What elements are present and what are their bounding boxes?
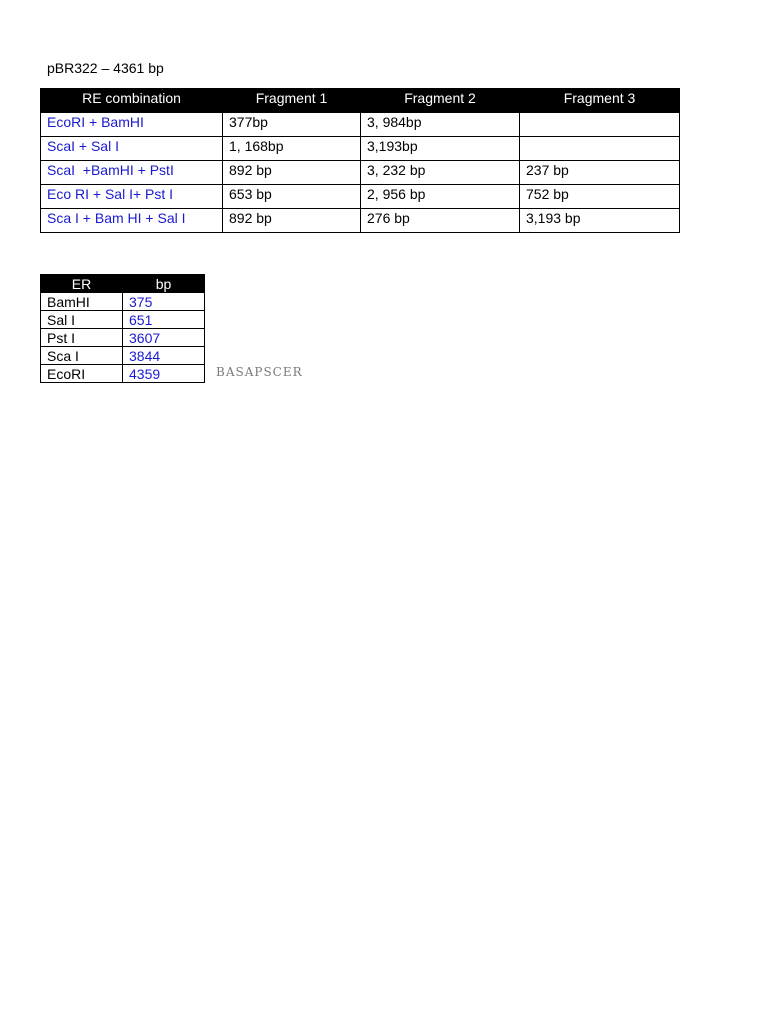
table-row (41, 365, 205, 383)
re-combination-cell: ScaI +BamHI + PstI (41, 161, 223, 185)
enzyme-name-cell: Sal I (41, 311, 123, 329)
column-header-fragment-3: Fragment 3 (520, 89, 680, 113)
column-header-fragment-1: Fragment 1 (223, 89, 361, 113)
site-position-cell: 3607 (123, 329, 205, 347)
fragment-1-cell: 892 bp (223, 161, 361, 185)
enzyme-name-cell: BamHI (41, 293, 123, 311)
fragment-1-cell: 892 bp (223, 209, 361, 233)
site-position-cell: 4359 (123, 365, 205, 383)
re-combination-cell: ScaI + Sal I (41, 137, 223, 161)
fragment-1-cell: 377bp (223, 113, 361, 137)
table-row (41, 185, 680, 209)
fragment-2-cell: 3, 232 bp (361, 161, 520, 185)
re-combination-cell: EcoRI + BamHI (41, 113, 223, 137)
fragment-3-cell (520, 137, 680, 161)
table-header-row (41, 275, 205, 293)
enzyme-site-table (40, 274, 205, 383)
table-row (41, 209, 680, 233)
table-header-row (41, 89, 680, 113)
fragment-3-cell (520, 113, 680, 137)
site-position-cell: 3844 (123, 347, 205, 365)
fragment-3-cell: 3,193 bp (520, 209, 680, 233)
fragment-2-cell: 3, 984bp (361, 113, 520, 137)
enzyme-name-cell: EcoRI (41, 365, 123, 383)
table-row (41, 293, 205, 311)
table-row (41, 311, 205, 329)
fragment-2-cell: 3,193bp (361, 137, 520, 161)
column-header-re-combination: RE combination (41, 89, 223, 113)
re-combination-cell: Eco RI + Sal I+ Pst I (41, 185, 223, 209)
table-row (41, 161, 680, 185)
page-title: pBR322 – 4361 bp (47, 60, 164, 76)
table-row (41, 137, 680, 161)
fragment-3-cell: 752 bp (520, 185, 680, 209)
fragment-3-cell: 237 bp (520, 161, 680, 185)
site-position-cell: 375 (123, 293, 205, 311)
fragment-2-cell: 276 bp (361, 209, 520, 233)
column-header-fragment-2: Fragment 2 (361, 89, 520, 113)
table-row (41, 329, 205, 347)
column-header-er: ER (41, 275, 123, 293)
enzyme-name-cell: Pst I (41, 329, 123, 347)
table-row (41, 347, 205, 365)
fragment-1-cell: 1, 168bp (223, 137, 361, 161)
column-header-bp: bp (123, 275, 205, 293)
watermark-text: BASAPSCER (216, 365, 303, 379)
fragment-2-cell: 2, 956 bp (361, 185, 520, 209)
restriction-enzyme-table (40, 88, 680, 233)
re-combination-cell: Sca I + Bam HI + Sal I (41, 209, 223, 233)
table-row (41, 113, 680, 137)
enzyme-name-cell: Sca I (41, 347, 123, 365)
fragment-1-cell: 653 bp (223, 185, 361, 209)
site-position-cell: 651 (123, 311, 205, 329)
